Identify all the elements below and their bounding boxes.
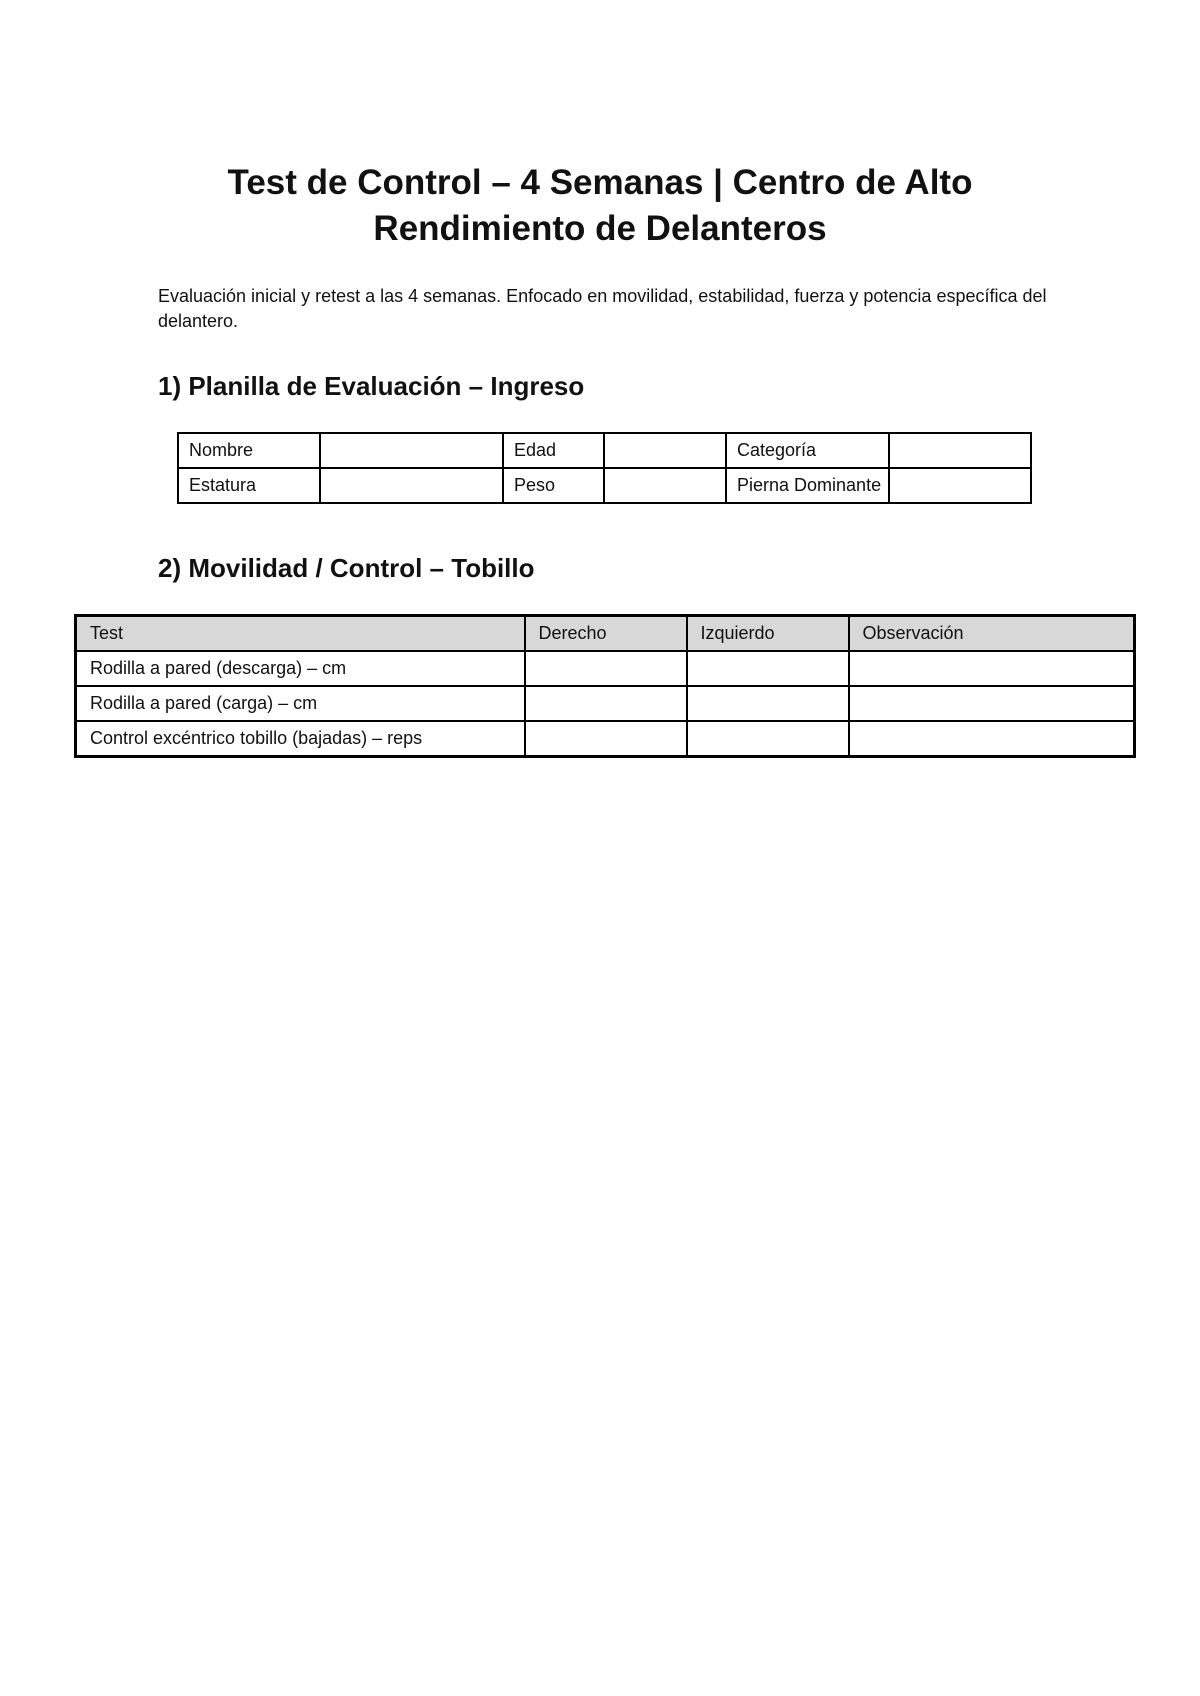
section-heading-ingreso: 1) Planilla de Evaluación – Ingreso — [158, 371, 585, 401]
test-name-cell: Control excéntrico tobillo (bajadas) – reps — [76, 721, 525, 757]
table-row — [76, 721, 1135, 757]
field-label-estatura: Estatura — [178, 468, 320, 503]
tobillo-test-table — [74, 614, 1136, 758]
derecho-cell[interactable] — [525, 686, 687, 721]
field-label-pierna-dominante: Pierna Dominante — [726, 468, 889, 503]
column-header-test: Test — [76, 616, 525, 652]
observacion-cell[interactable] — [849, 686, 1135, 721]
field-label-categoria: Categoría — [726, 433, 889, 468]
table-row — [178, 468, 1031, 503]
izquierdo-cell[interactable] — [687, 686, 849, 721]
intro-paragraph: Evaluación inicial y retest a las 4 semanas. Enfocado en movilidad, estabilidad, fuerza y potencia específica del delantero. — [158, 286, 1047, 331]
table-header-row — [76, 616, 1135, 652]
derecho-cell[interactable] — [525, 721, 687, 757]
izquierdo-cell[interactable] — [687, 651, 849, 686]
field-label-nombre: Nombre — [178, 433, 320, 468]
field-value-peso[interactable] — [604, 468, 726, 503]
column-header-izquierdo: Izquierdo — [687, 616, 849, 652]
observacion-cell[interactable] — [849, 721, 1135, 757]
section-heading-tobillo: 2) Movilidad / Control – Tobillo — [158, 553, 535, 583]
field-label-edad: Edad — [503, 433, 604, 468]
column-header-derecho: Derecho — [525, 616, 687, 652]
field-value-pierna-dominante[interactable] — [889, 468, 1031, 503]
field-value-categoria[interactable] — [889, 433, 1031, 468]
page-title: Test de Control – 4 Semanas | Centro de Alto Rendimiento de Delanteros — [227, 163, 973, 248]
column-header-observacion: Observación — [849, 616, 1135, 652]
field-label-peso: Peso — [503, 468, 604, 503]
table-row — [76, 651, 1135, 686]
field-value-estatura[interactable] — [320, 468, 503, 503]
field-value-nombre[interactable] — [320, 433, 503, 468]
table-row — [178, 433, 1031, 468]
ingreso-form-table — [177, 432, 1032, 504]
test-name-cell: Rodilla a pared (descarga) – cm — [76, 651, 525, 686]
field-value-edad[interactable] — [604, 433, 726, 468]
table-row — [76, 686, 1135, 721]
test-name-cell: Rodilla a pared (carga) – cm — [76, 686, 525, 721]
izquierdo-cell[interactable] — [687, 721, 849, 757]
derecho-cell[interactable] — [525, 651, 687, 686]
observacion-cell[interactable] — [849, 651, 1135, 686]
